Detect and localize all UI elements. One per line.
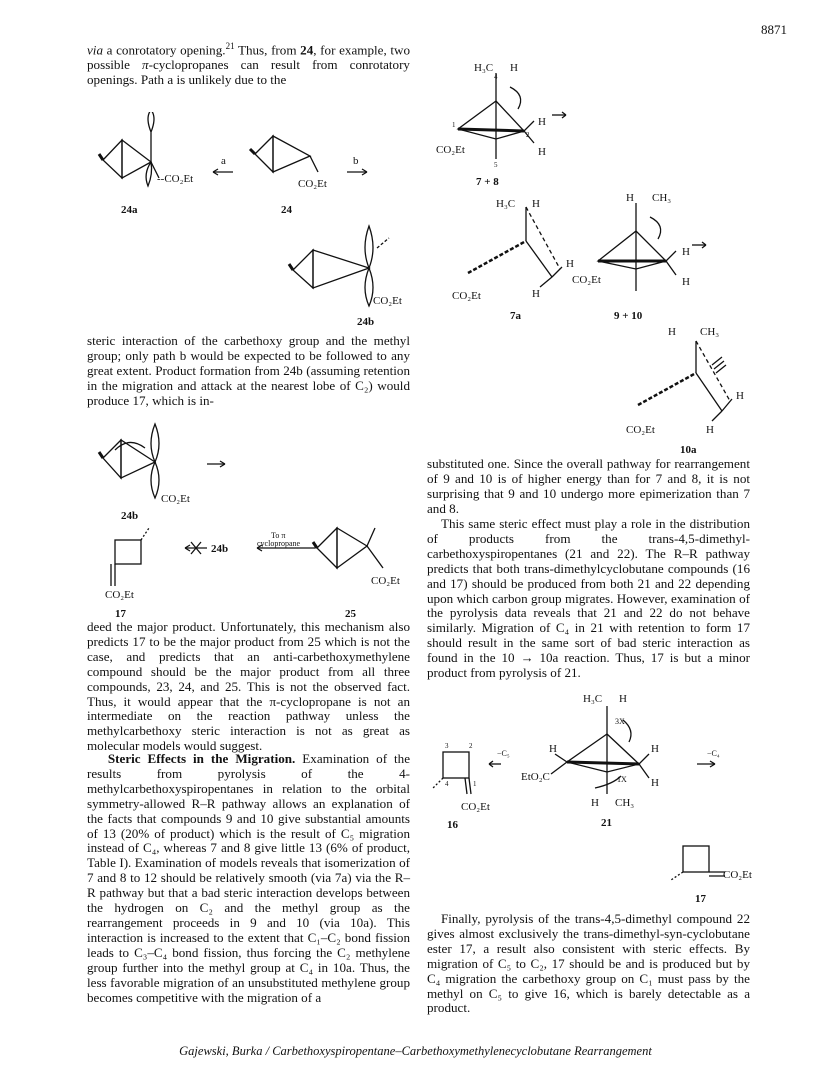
compound-25-label: 25 [345,608,356,620]
label-h: H [532,198,540,210]
atom-number: 4 [494,73,498,81]
compound-24b-label: 24b [357,316,375,328]
right-para-3: Finally, pyrolysis of the trans-4,5-dimethyl compound 22 gives almost exclusively the trans-dimethyl-syn-cyclobutane ester 17, a result also consistent with steric effects. By migration of C₅ to C₂, 17 should be and is produced but by C₄ migration the carbethoxy group on C₁ must pass by the methyl on C₅ to give 16, which is barely detectable as a product. [427,911,750,1016]
label-h: H [566,258,574,270]
label-co2et: CO₂Et [723,869,752,881]
scheme-7-8-9-10 [430,55,770,455]
atom-number: 1 [452,121,456,129]
path-b-label: b [353,155,359,167]
running-footer: Gajewski, Burka / Carbethoxyspiropentane–Carbethoxymethylenecyclobutane Rearrangement [179,1044,652,1058]
label-h: H [651,777,659,789]
label-co2et: CO₂Et [105,589,134,601]
atom-number: 2 [469,742,473,750]
label-h: H [706,424,714,436]
arrow-label: To π [271,531,286,540]
label-h: H [626,192,634,204]
label-h: H [668,326,676,338]
atom-number: 5 [494,161,498,169]
compound-24b-label: 24b [211,543,229,555]
right-para-1: substituted one. Since the overall pathway for rearrangement of 9 and 10 is of higher energy than for 7 and 8, it is not surprising that 9 and 10 undergo more epimerization than 7 and 8. [427,456,750,516]
label-co2et: CO₂Et [298,178,327,190]
label-h: H [736,390,744,402]
label-h: H [538,146,546,158]
label-h: H [549,743,557,755]
atom-number: 2 [526,131,530,139]
label-co2et: CO₂Et [626,424,655,436]
label-h: H [532,288,540,300]
arrow-label: −C₄ [707,749,720,758]
label-co2et: CO₂Et [436,144,465,156]
compound-16-label: 16 [447,819,458,831]
scheme-24-paths [85,112,415,217]
atom-number: 1 [473,780,477,788]
left-para-4 [87,752,410,1005]
interaction-label: 1X [617,775,627,784]
atom-number: 4 [445,780,449,788]
scheme-24b-to-17 [85,418,415,623]
label-h: H [651,743,659,755]
compound-17-label: 17 [695,893,706,905]
path-a-label: a [221,155,226,167]
label-h3c: H₃C [496,198,516,210]
compound-9-10-label: 9 + 10 [614,310,643,322]
label-h: H [510,62,518,74]
section-heading: Steric Effects in the Migration. [107,751,296,766]
label-co2et: CO₂Et [161,493,190,505]
label-h: H [682,246,690,258]
label-co2et: CO₂Et [371,575,400,587]
label-h: H [538,116,546,128]
left-para-4-text: Examination of the results from pyrolysis of the 4-methylcarbethoxyspiropentanes in relation to the orbital symmetry-allowed R–R pathway allows an explanation of the facts that compounds 9 and 10 give substantial amounts of 13 (20% of product) which is the result of C₅ migration instead of C₄, whereas 7 and 8 give little 13 (6% of product, Table I). Examination of models reveals that isomerization of 7 and 8 to 12 should be relatively smooth (via 7a) via the R–R pathway but that a bad steric interaction develops between the hydrogen on C₂ and the methyl group as the rearrangement proceeds in 9 and 10 (via 10a). This interaction is increased to the extent that C₁–C₂ bond fission leads to C₃–C₄ bond fission, thus forcing the C₂ methylene group further into the methyl group at C₄ in 10a. Thus, the less favorable migration of an unsubstituted methylene group becomes competitive with the migration of a [87,751,411,1005]
compound-21-label: 21 [601,817,612,829]
label-co2et: CO₂Et [452,290,481,302]
compound-24b-label: 24b [121,510,139,522]
compound-24-label: 24 [281,204,292,216]
label-h: H [591,797,599,809]
label-h: H [619,693,627,705]
left-para-3: deed the major product. Unfortunately, this mechanism also predicts 17 to be the major product from 25 which is not the case, and predicts that an anti-carbethoxymethylene compound should be the major product from all three compounds, 23, 24, and 25. This is not the observed fact. Thus, it would appear that the π-cyclopropane is not an intermediate on the reaction pathway unless the methylcarbethoxy steric interaction is not as great as molecular models would suggest. [87,619,410,754]
label-co2et: CO₂Et [373,295,402,307]
scheme-16-21-17 [425,690,765,908]
compound-24a-label: 24a [121,204,138,216]
label-co2et: CO₂Et [572,274,601,286]
compound-7a-label: 7a [510,310,521,322]
left-para-2: steric interaction of the carbethoxy group and the methyl group; only path b would be expected to be followed to any great extent. Product formation from 24b (assuming retention in the migration and attack at the nearest lobe of C₂) would produce 17, which is in- [87,333,410,408]
compound-7-8-label: 7 + 8 [476,176,499,188]
structure-24b [285,218,415,330]
label-h3c: H₃C [474,62,494,74]
label-h: H [682,276,690,288]
label-ch3: CH₃ [652,192,672,204]
label-co2et: CO₂Et [461,801,490,813]
label-ch3: CH₃ [700,326,720,338]
arrow-label: cyclopropane [257,539,301,548]
label-co2et: --CO₂Et [157,173,194,185]
left-para-1: via a conrotatory opening.$^{21}$ Thus, from 24, for example, two possible π-cyclopropanes can result from conrotatory openings. Path a is unlikely due to the [87,41,410,88]
compound-17-label: 17 [115,608,126,620]
arrow-label: −C₅ [497,749,510,758]
interaction-label: 3X [615,717,625,726]
page-number: 8871 [761,22,787,37]
atom-number: 3 [445,742,449,750]
label-ch3: CH₃ [615,797,635,809]
label-h3c: H₃C [583,693,603,705]
label-eto2c: EtO₂C [521,771,550,783]
right-para-2: This same steric effect must play a role in the distribution of products from the trans-4,5-dimethyl-carbethoxyspiropentanes (21 and 22). The R–R pathway predicts that both trans-dimethylcyclobutane compounds (16 and 17) should be produced from both 21 and 22 depending upon which carbon group migrates. However, examination of the pyrolysis data reveals that 21 and 22 do not behave similarly. Migration of C₄ in 21 with retention to form 17 should result in the same sort of bad steric interaction as found in the 10 → 10a reaction. Thus, 17 is but a minor product from pyrolysis of 21. [427,516,750,681]
compound-10a-label: 10a [680,444,697,455]
